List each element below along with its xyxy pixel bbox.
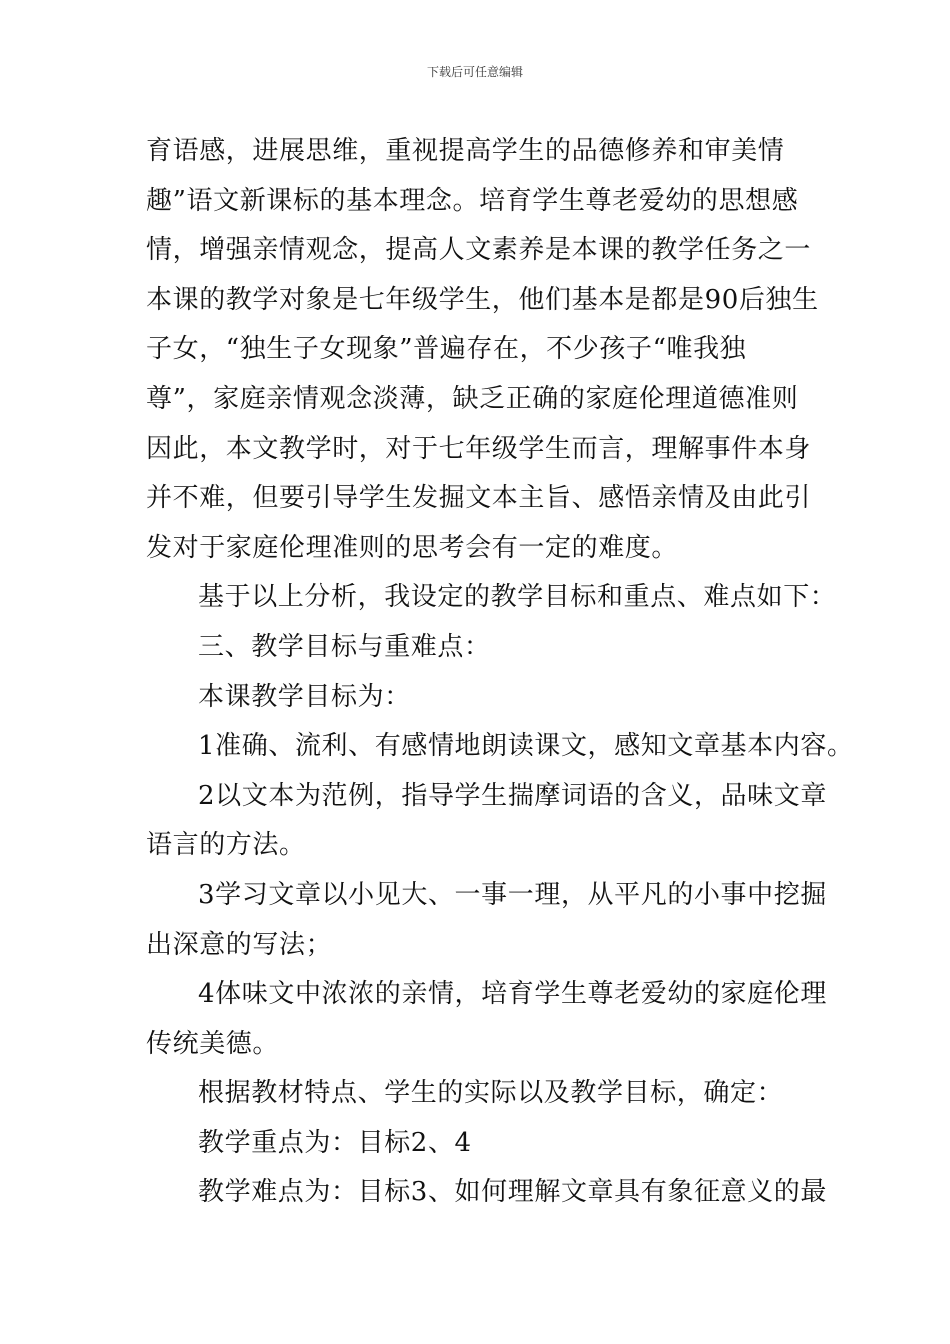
text-line: 教学难点为：目标3、如何理解文章具有象征意义的最 [198, 1177, 827, 1208]
paragraph-difficult-points [146, 1168, 826, 1218]
text-line: 2以文本为范例，指导学生揣摩词语的含义，品味文章 [198, 780, 827, 811]
paragraph-key-points [146, 1119, 826, 1169]
objective-item-2 [146, 772, 826, 871]
text-line: 4体味文中浓浓的亲情，培育学生尊老爱幼的家庭伦理 [198, 979, 827, 1010]
document-body [146, 127, 854, 1218]
objective-item-3 [146, 871, 826, 970]
paragraph-intro-continuation [146, 127, 826, 573]
text-line: 发对于家庭伦理准则的思考会有一定的难度。 [146, 532, 679, 563]
paragraph-objectives-intro [146, 673, 826, 723]
page-header-note: 下载后可任意编辑 [426, 65, 523, 79]
text-line: 语言的方法。 [146, 830, 306, 861]
text-line: 育语感，进展思维，重视提高学生的品德修养和审美情 [146, 136, 785, 166]
text-line: 子女，“独生子女现象”普遍存在，不少孩子“唯我独 [146, 334, 747, 365]
paragraph-analysis-summary [146, 573, 837, 623]
section-heading-objectives [146, 623, 826, 673]
text-line: 三、教学目标与重难点： [198, 631, 491, 662]
text-line: 1准确、流利、有感情地朗读课文，感知文章基本内容。 [198, 731, 854, 762]
text-line: 根据教材特点、学生的实际以及教学目标，确定： [198, 1078, 784, 1109]
text-line: 本课教学目标为： [198, 681, 411, 712]
text-line: 尊”，家庭亲情观念淡薄，缺乏正确的家庭伦理道德准则 [146, 383, 799, 414]
objective-item-1 [146, 722, 854, 772]
objective-item-4 [146, 970, 826, 1069]
paragraph-determination [146, 1069, 826, 1119]
text-line: 趣”语文新课标的基本理念。培育学生尊老爱幼的思想感 [146, 185, 799, 216]
text-line: 3学习文章以小见大、一事一理，从平凡的小事中挖掘 [198, 879, 827, 910]
text-line: 出深意的写法； [146, 929, 333, 960]
text-line: 情，增强亲情观念，提高人文素养是本课的教学任务之一 [146, 235, 812, 266]
text-line: 并不难，但要引导学生发掘文本主旨、感悟亲情及由此引 [146, 483, 812, 514]
text-line: 本课的教学对象是七年级学生，他们基本是都是90后独生 [146, 284, 819, 315]
text-line: 因此，本文教学时，对于七年级学生而言，理解事件本身 [146, 433, 812, 464]
text-line: 教学重点为：目标2、4 [198, 1127, 472, 1158]
text-line: 传统美德。 [146, 1028, 280, 1059]
text-line: 基于以上分析，我设定的教学目标和重点、难点如下： [198, 582, 837, 613]
